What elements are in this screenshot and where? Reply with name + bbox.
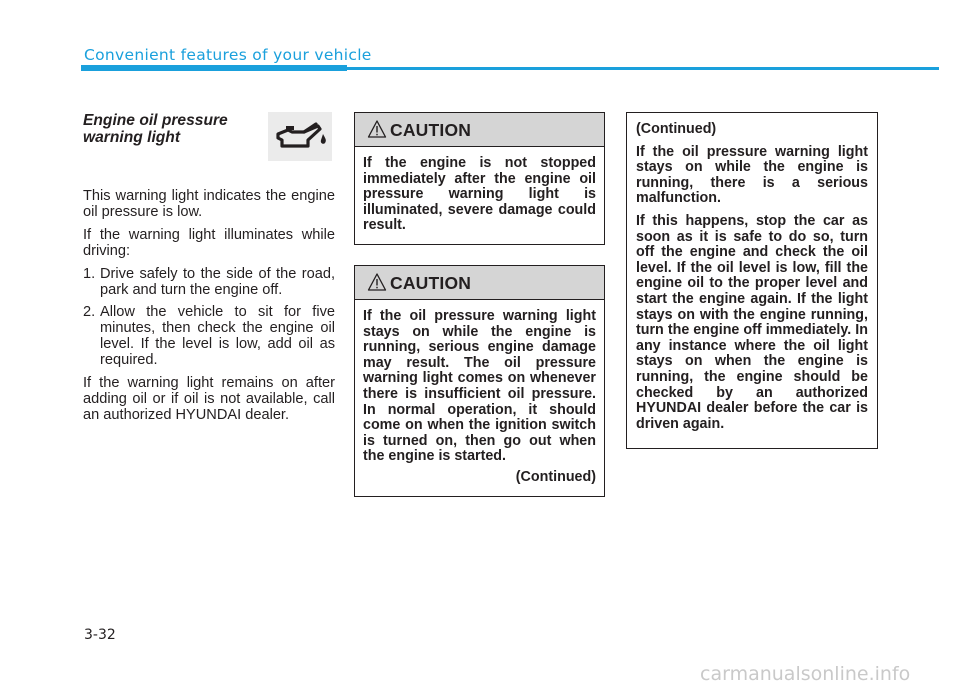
header-rule	[81, 67, 939, 70]
caution-label: CAUTION	[390, 120, 472, 140]
step-text: Drive safely to the side of the road, park and turn the engine off.	[100, 266, 335, 298]
section-title: Engine oil pressure warning light	[83, 112, 228, 146]
caution-continuation-box	[626, 112, 878, 449]
continuation-paragraph-2: If this happens, stop the car as soon as it is safe to do so, turn off the engine and check the oil level. If the oil level is low, fill the engine oil to the proper level and start the engine again. If the light stays on with the engine running, turn the engine off immediately. In any instance where the oil light stays on when the engine is running, the engine should be checked by an authorized HYUNDAI dealer before the car is driven again.	[636, 212, 868, 432]
warning-triangle-icon	[367, 119, 387, 139]
continuation-body	[627, 113, 877, 432]
watermark: carmanualsonline.info	[700, 663, 911, 685]
caution-header	[355, 266, 604, 300]
caution-box-2	[354, 265, 605, 497]
if-illuminates-text: If the warning light illuminates while driving:	[83, 227, 335, 259]
intro-text: This warning light indicates the engine oil pressure is low.	[83, 188, 335, 220]
continuation-paragraph-1: If the oil pressure warning light stays on while the engine is running, there is a serious malfunction.	[636, 143, 868, 207]
step-number: 1.	[83, 266, 96, 282]
page-number: 3-32	[84, 627, 116, 643]
list-item	[83, 266, 335, 298]
section-header-title: Convenient features of your vehicle	[84, 46, 372, 64]
step-text: Allow the vehicle to sit for five minutes, then check the engine oil level. If the level is low, add oil as required.	[100, 304, 335, 368]
steps-list	[83, 266, 335, 368]
list-item	[83, 304, 335, 368]
continued-heading: (Continued)	[636, 121, 717, 137]
caution-label: CAUTION	[390, 273, 472, 293]
caution-header	[355, 113, 604, 147]
caution-text: If the oil pressure warning light stays on while the engine is running, serious engine damage may result. The oil pressure warning light comes on whenever there is insufficient oil pressure. In normal operation, it should come on when the ignition switch is turned on, then go out when the engine is started.	[363, 308, 596, 465]
step-number: 2.	[83, 304, 96, 320]
oil-pressure-section	[83, 112, 335, 430]
warning-triangle-icon	[367, 272, 387, 292]
caution-text: If the engine is not stopped immediately after the engine oil pressure warning light is illuminated, severe damage could result.	[363, 155, 596, 234]
continued-label: (Continued)	[515, 468, 596, 485]
caution-body	[355, 300, 604, 496]
caution-box-1	[354, 112, 605, 245]
remains-text: If the warning light remains on after adding oil or if oil is not available, call an authorized HYUNDAI dealer.	[83, 375, 335, 423]
